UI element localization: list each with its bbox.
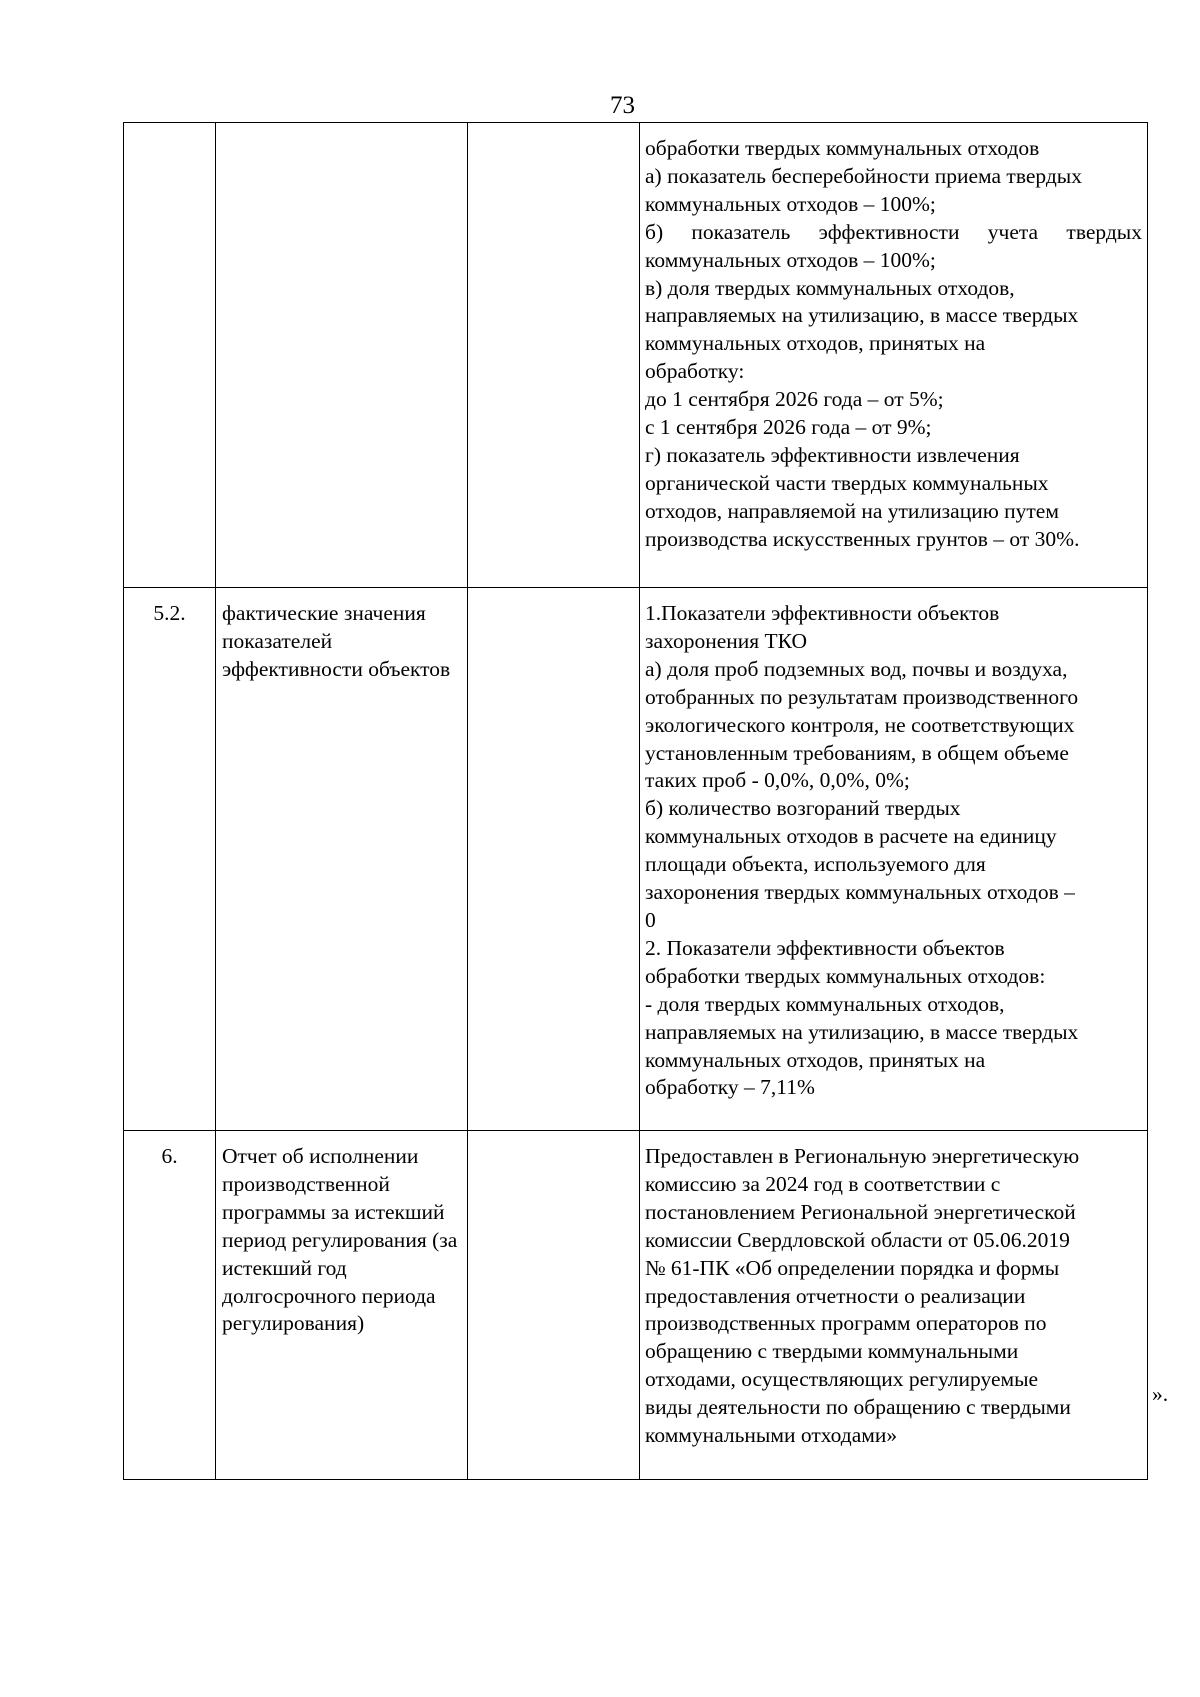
row-third-cell [468, 1131, 640, 1480]
description-line: 0 [645, 907, 656, 932]
description-line: производственных программ операторов по [645, 1311, 1047, 1336]
description-line: предоставления отчетности о реализации [645, 1283, 1026, 1308]
description-line: а) доля проб подземных вод, почвы и воздуха, [645, 656, 1068, 681]
description-line: органической части твердых коммунальных [645, 470, 1049, 495]
page-number: 73 [610, 92, 635, 119]
description-line: б) показатель эффективности учета твердых [645, 219, 1142, 244]
description-line: коммунальных отходов в расчете на единицу [645, 824, 1057, 849]
table-row [124, 1131, 1148, 1480]
description-line: № 61-ПК «Об определении порядка и формы [645, 1255, 1060, 1280]
closing-quote-mark: ». [1152, 1382, 1169, 1406]
description-line: захоронения твердых коммунальных отходов – [645, 880, 1075, 905]
description-line: г) показатель эффективности извлечения [645, 442, 1020, 467]
table-row [124, 123, 1148, 588]
description-line: коммунальных отходов, принятых на [645, 331, 986, 356]
description-line: обработку: [645, 359, 745, 384]
description-line: до 1 сентября 2026 года – от 5%; [645, 387, 944, 412]
description-line: экологического контроля, не соответствующих [645, 712, 1075, 737]
row-name-cell [216, 123, 468, 588]
description-line: - доля твердых коммунальных отходов, [645, 991, 1005, 1016]
description-line: установленным требованиям, в общем объеме [645, 740, 1069, 765]
description-line: коммунальных отходов – 100%; [645, 247, 936, 272]
row-description-cell [640, 588, 1148, 1131]
description-line: отобранных по результатам производственного [645, 684, 1079, 709]
description-line: Предоставлен в Региональную энергетическую [645, 1144, 1080, 1168]
indicators-table [123, 122, 1148, 1480]
row-description-cell [640, 1131, 1148, 1480]
description-line: постановлением Региональной энергетической [645, 1199, 1076, 1224]
description-line: в) доля твердых коммунальных отходов, [645, 275, 1015, 300]
description-line: обработки твердых коммунальных отходов: [645, 963, 1046, 988]
description-line: обращению с твердыми коммунальными [645, 1339, 1019, 1364]
description-line: коммунальных отходов, принятых на [645, 1047, 986, 1072]
description-line: с 1 сентября 2026 года – от 9%; [645, 415, 932, 440]
description-line: направляемых на утилизацию, в массе твердых [645, 1019, 1079, 1044]
description-line: а) показатель бесперебойности приема твердых [645, 163, 1082, 188]
row-third-cell [468, 123, 640, 588]
description-line: коммунальными отходами» [645, 1423, 898, 1448]
description-line: таких проб - 0,0%, 0,0%, 0%; [645, 768, 910, 793]
description-line: отходов, направляемой на утилизацию путем [645, 498, 1059, 523]
row-description-cell [640, 123, 1148, 588]
description-line: площади объекта, используемого для [645, 852, 986, 877]
description-line: комиссии Свердловской области от 05.06.2019 [645, 1227, 1070, 1252]
description-line: обработку – 7,11% [645, 1075, 815, 1100]
description-line: коммунальных отходов – 100%; [645, 191, 936, 216]
row-number-cell [124, 123, 216, 588]
description-line: 1.Показатели эффективности объектов [645, 601, 1000, 625]
row-number-cell: 6. [124, 1131, 216, 1480]
row-number-cell: 5.2. [124, 588, 216, 1131]
row-name-cell: Отчет об исполнении производственной программы за истекший период регулирования (за истекший год долгосрочного периода регулирования) [216, 1131, 468, 1480]
description-line: б) количество возгораний твердых [645, 796, 961, 821]
description-line: виды деятельности по обращению с твердыми [645, 1395, 1071, 1420]
row-name-cell: фактические значения показателей эффективности объектов [216, 588, 468, 1131]
description-line: направляемых на утилизацию, в массе твердых [645, 303, 1079, 328]
row-third-cell [468, 588, 640, 1131]
table-row [124, 588, 1148, 1131]
description-line: производства искусственных грунтов – от 30%. [645, 526, 1080, 551]
description-line: захоронения ТКО [645, 628, 808, 653]
description-line: обработки твердых коммунальных отходов [645, 136, 1040, 160]
description-line: отходами, осуществляющих регулируемые [645, 1367, 1039, 1392]
description-line: комиссию за 2024 год в соответствии с [645, 1171, 1001, 1196]
description-line: 2. Показатели эффективности объектов [645, 935, 1005, 960]
